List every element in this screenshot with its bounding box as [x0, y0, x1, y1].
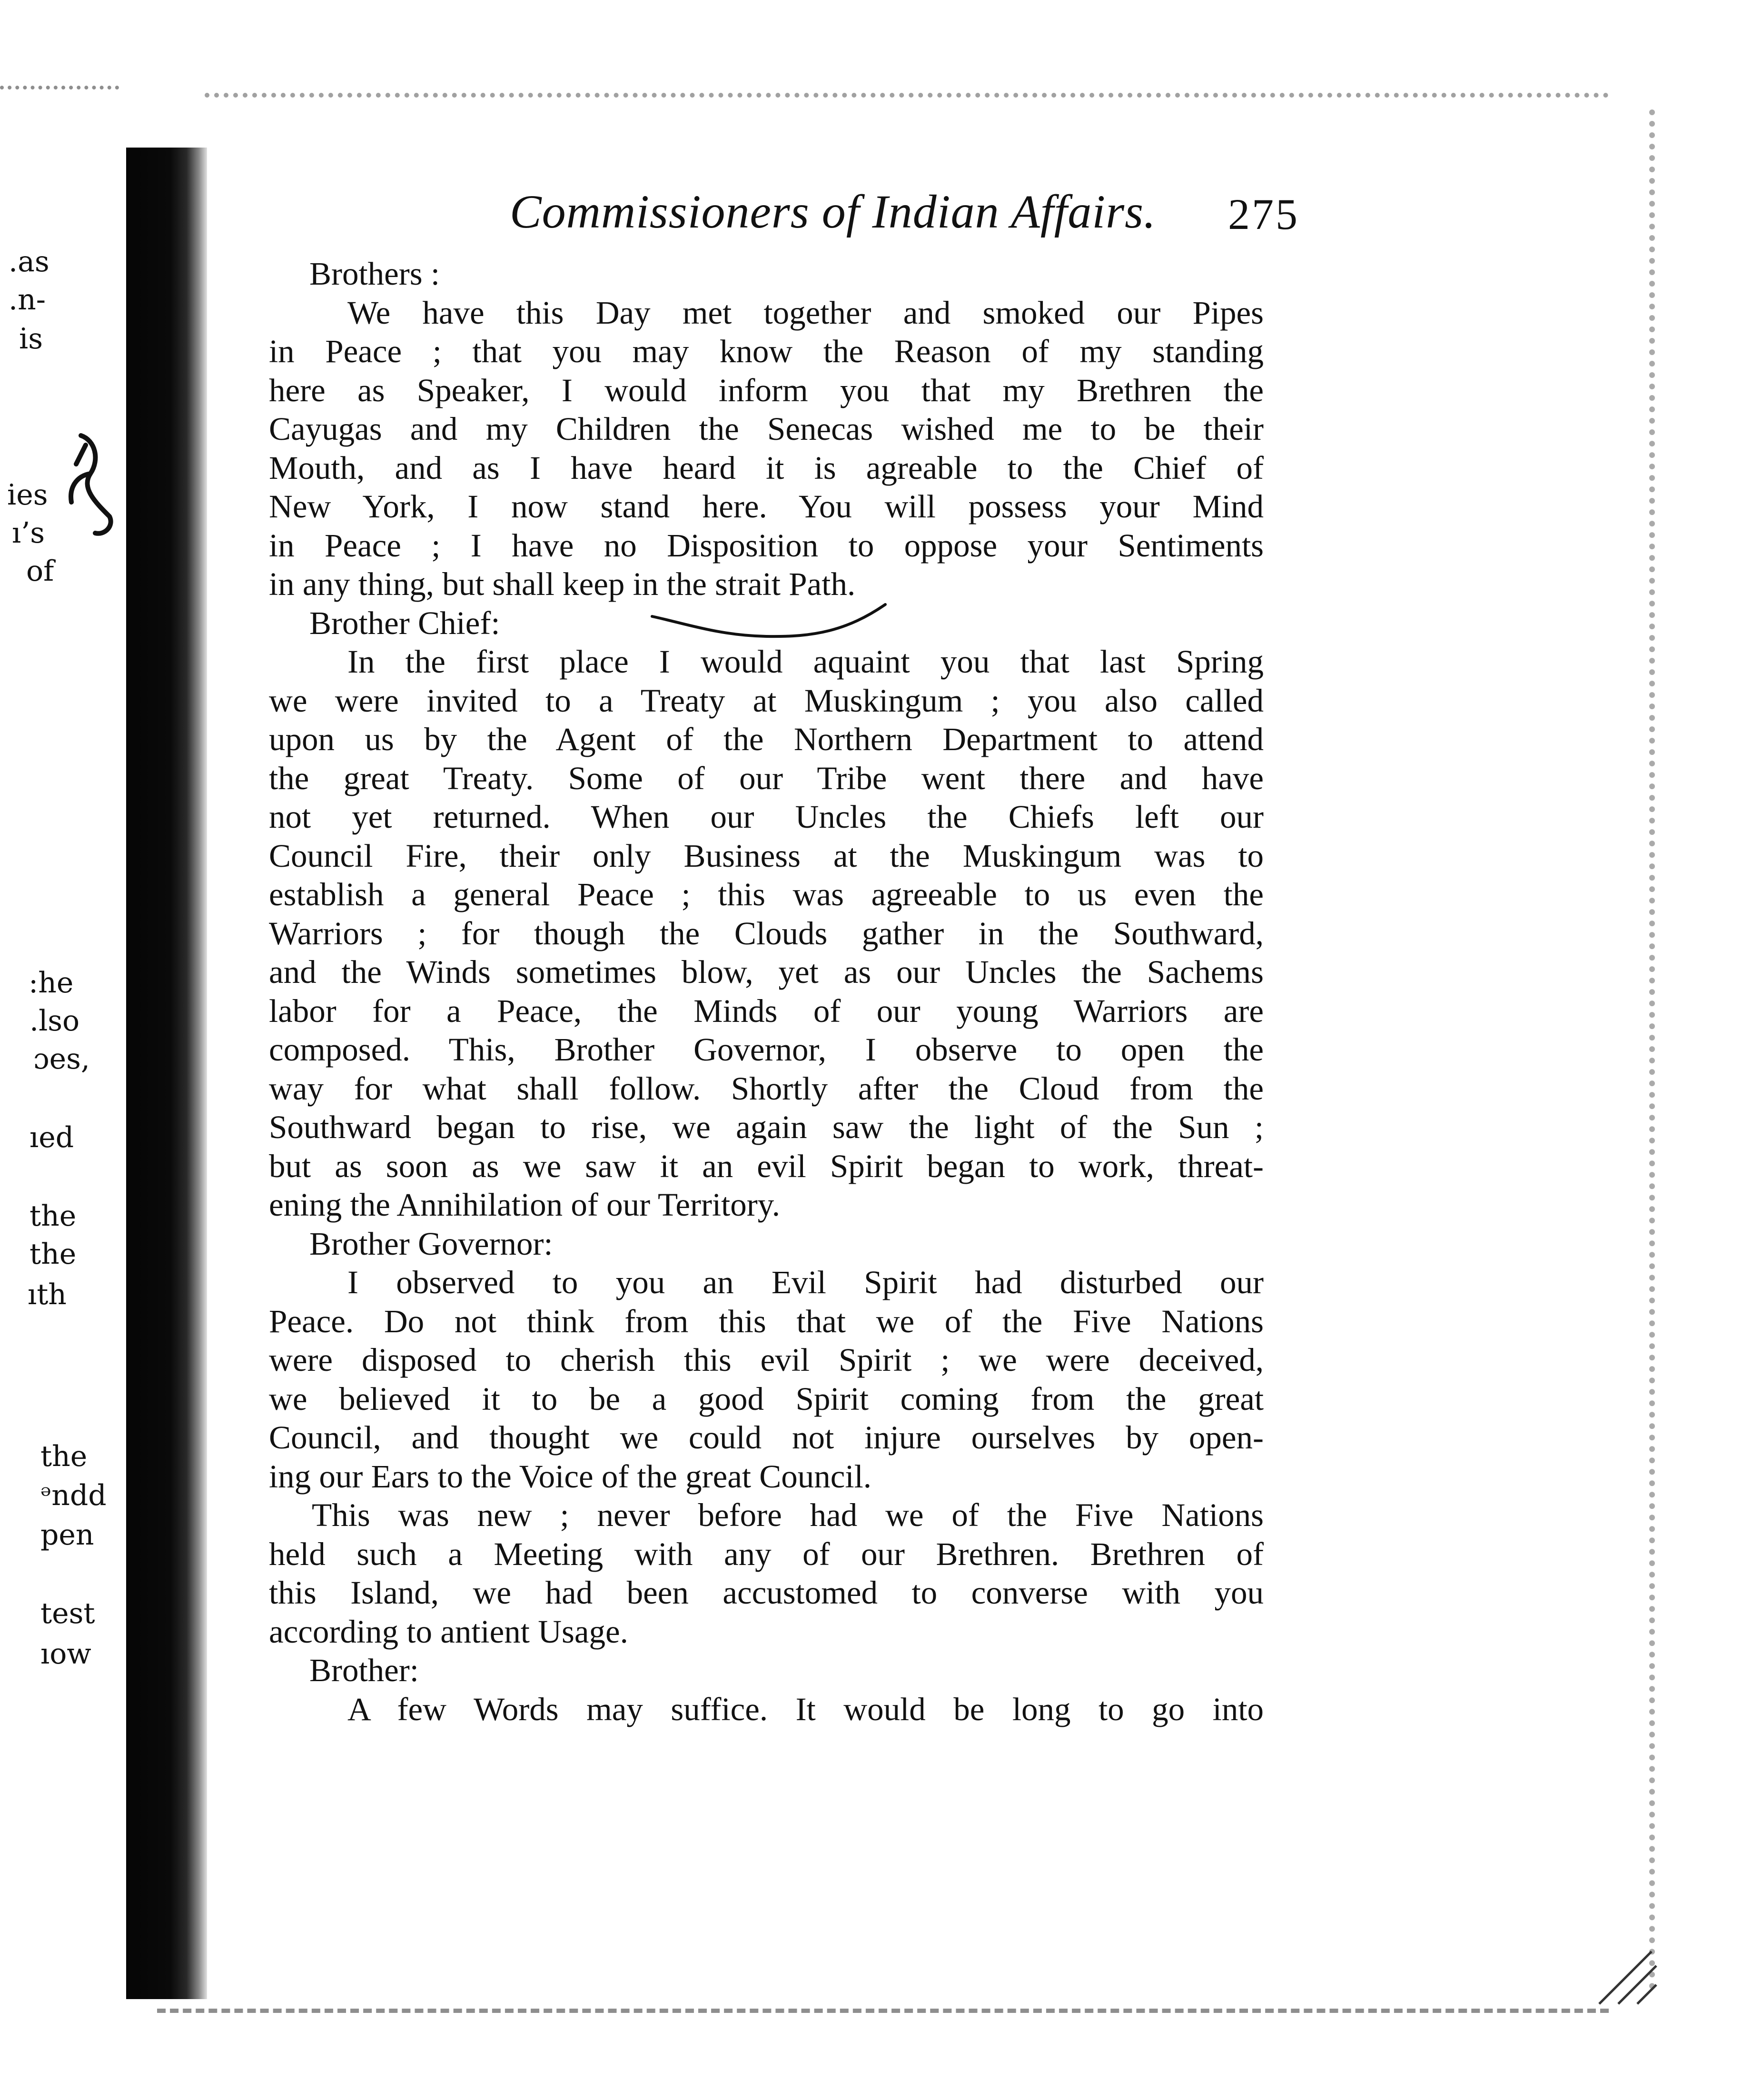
margin-fragment: .lso: [30, 1004, 80, 1038]
margin-fragment: the: [40, 1440, 88, 1473]
scan-border-bottom: [157, 2009, 1609, 2018]
salutation-line: Brother Chief:: [309, 604, 500, 641]
margin-fragment: :he: [29, 966, 74, 1000]
facing-page-fragments: [0, 0, 124, 2100]
text-line: way for what shall follow. Shortly after the Cloud from the: [269, 1070, 1264, 1107]
text-line: A few Words may suffice. It would be long to go into: [347, 1691, 1264, 1727]
margin-fragment: ıed: [30, 1121, 74, 1154]
text-line: I observed to you an Evil Spirit had disturbed our: [347, 1264, 1264, 1300]
text-line: in Peace ; I have no Disposition to oppose your Sentiments: [269, 527, 1264, 564]
text-line: ening the Annihilation of our Territory.: [269, 1187, 781, 1223]
text-line: labor for a Peace, the Minds of our young Warriors are: [269, 992, 1264, 1029]
text-line: Southward began to rise, we again saw the light of the Sun ;: [269, 1109, 1264, 1145]
text-line: we were invited to a Treaty at Muskingum ; you also called: [269, 682, 1264, 719]
text-line: Warriors ; for though the Clouds gather in the Southward,: [269, 915, 1264, 951]
scan-border-top: [205, 93, 1609, 103]
running-header: Commissioners of Indian Affairs.: [509, 185, 1157, 238]
margin-fragment: .n-: [9, 283, 46, 317]
text-line: but as soon as we saw it an evil Spirit began to work, threat-: [269, 1148, 1264, 1184]
margin-fragment: .as: [9, 245, 49, 278]
text-line: held such a Meeting with any of our Brethren. Brethren of: [269, 1535, 1264, 1572]
book-gutter-shadow: [126, 148, 207, 1999]
margin-fragment: pen: [40, 1518, 94, 1552]
margin-fragment: is: [19, 322, 43, 356]
text-line: in Peace ; that you may know the Reason of my standing: [269, 333, 1264, 369]
text-line: according to antient Usage.: [269, 1613, 628, 1650]
margin-fragment: ı’s: [12, 516, 45, 550]
margin-fragment: test: [40, 1597, 95, 1630]
text-line: Peace. Do not think from this that we of the Five Nations: [269, 1303, 1264, 1339]
text-line: this Island, we had been accustomed to converse with you: [269, 1575, 1264, 1611]
text-line: This was new ; never before had we of the Five Nations: [312, 1497, 1264, 1533]
text-line: Council, and thought we could not injure ourselves by open-: [269, 1419, 1264, 1456]
margin-fragment: ıth: [28, 1278, 67, 1311]
margin-fragment: of: [26, 555, 54, 588]
text-line: in any thing, but shall keep in the strait Path.: [269, 566, 856, 602]
ink-scribble-mark: [24, 431, 119, 540]
salutation-line: Brothers :: [309, 256, 440, 292]
margin-fragment: ᵊndd: [40, 1479, 107, 1512]
margin-fragment: ɔes,: [33, 1042, 90, 1076]
text-line: Mouth, and as I have heard it is agreable to the Chief of: [269, 449, 1264, 486]
text-line: Council Fire, their only Business at the Muskingum was to: [269, 837, 1264, 874]
text-line: New York, I now stand here. You will possess your Mind: [269, 488, 1264, 525]
text-line: and the Winds sometimes blow, yet as our Uncles the Sachems: [269, 954, 1264, 990]
text-line: composed. This, Brother Governor, I observe to open the: [269, 1031, 1264, 1068]
text-line: upon us by the Agent of the Northern Department to attend: [269, 721, 1264, 757]
margin-fragment: ies: [7, 478, 48, 512]
salutation-line: Brother:: [309, 1652, 419, 1688]
scan-border-right: [1649, 109, 1660, 1990]
text-line: not yet returned. When our Uncles the Chiefs left our: [269, 799, 1264, 835]
margin-fragment: the: [30, 1238, 77, 1271]
salutation-line: Brother Governor:: [309, 1225, 553, 1262]
margin-fragment: the: [30, 1199, 77, 1233]
text-line: establish a general Peace ; this was agreeable to us even the: [269, 876, 1264, 912]
corner-curl-mark: [1590, 1947, 1661, 2009]
body-text: [269, 255, 1264, 1729]
pencil-annotation-stroke: [647, 602, 895, 650]
text-line: ing our Ears to the Voice of the great Council.: [269, 1458, 871, 1495]
text-line: We have this Day met together and smoked our Pipes: [347, 294, 1264, 331]
text-line: we believed it to be a good Spirit coming from the great: [269, 1380, 1264, 1417]
margin-fragment: ıow: [40, 1637, 91, 1671]
text-line: Cayugas and my Children the Senecas wished me to be their: [269, 411, 1264, 447]
text-line: here as Speaker, I would inform you that my Brethren the: [269, 372, 1264, 408]
text-line: were disposed to cherish this evil Spirit ; we were deceived,: [269, 1342, 1264, 1378]
text-line: the great Treaty. Some of our Tribe went there and have: [269, 760, 1264, 796]
page-number: 275: [1228, 190, 1299, 238]
text-line: In the first place I would aquaint you that last Spring: [347, 644, 1264, 680]
